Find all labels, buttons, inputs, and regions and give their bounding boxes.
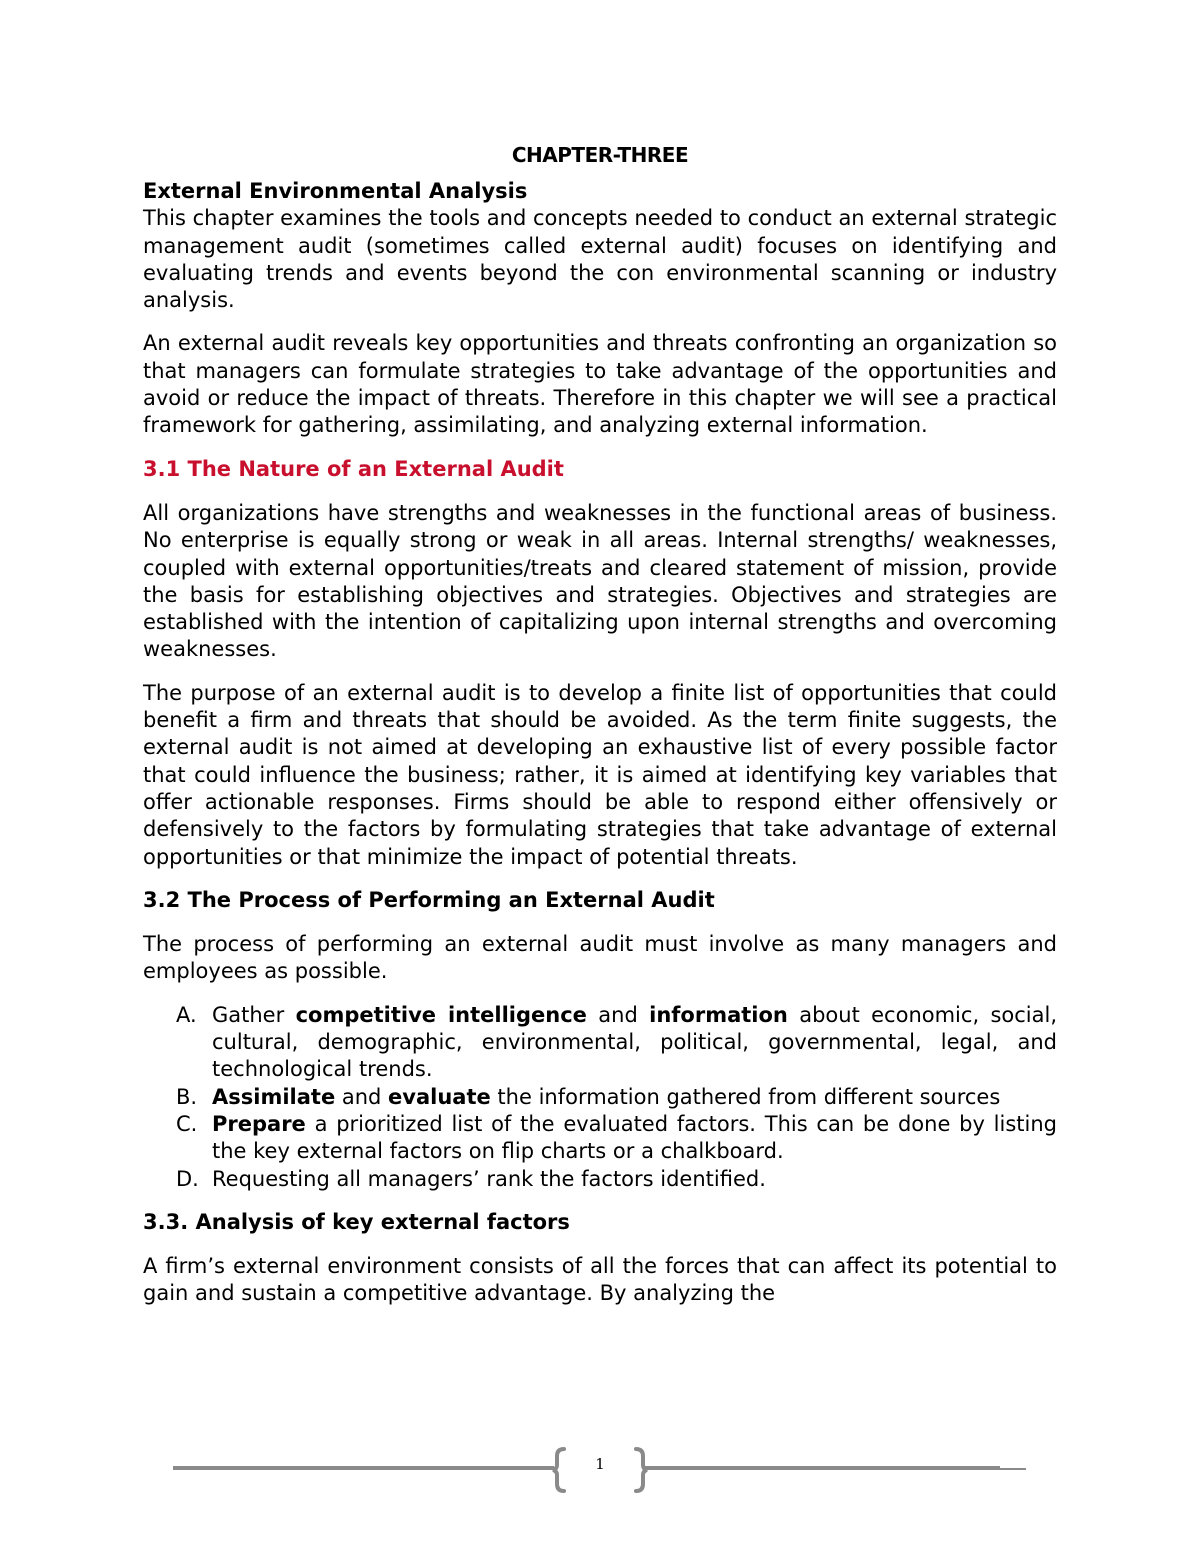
list-marker: C. — [176, 1111, 198, 1136]
list-text: Requesting all managers’ rank the factors identified. — [212, 1166, 766, 1191]
list-text: and — [335, 1084, 389, 1109]
section-3-2-paragraph-1: The process of performing an external audit must involve as many managers and employees as possible. — [143, 932, 1057, 984]
section-3-1-paragraph-1: All organizations have strengths and weaknesses in the functional areas of business. No enterprise is equally strong or weak in all areas. Internal strengths/ weaknesses, coupled with external opportunities/treats and cleared statement of mission, provide the basis for establishing objectives and strategies. Objectives and strategies are established with the intention of capitalizing upon internal strengths and overcoming weaknesses. — [143, 500, 1057, 662]
intro-paragraph-2: An external audit reveals key opportunities and threats confronting an organization so that managers can formulate strategies to take advantage of the opportunities and avoid or reduce the impact of threats. Therefore in this chapter we will see a practical framework for gathering, assimilating, and analyzing external information. — [143, 331, 1057, 438]
list-bold-text: information — [649, 1002, 788, 1027]
chapter-title: CHAPTER-THREE — [511, 143, 689, 167]
section-3-1-paragraph-2: The purpose of an external audit is to develop a finite list of opportunities that could benefit a firm and threats that should be avoided. As the term finite suggests, the external audit is not aimed at developing an exhaustive list of every possible factor that could influence the business; rather, it is aimed at identifying key variables that offer actionable responses. Firms should be able to respond either offensively or defensively to the factors by formulating strategies that take advantage of external opportunities or that minimize the impact of potential threats. — [143, 680, 1057, 869]
footer-rule-right-tail — [1000, 1468, 1026, 1470]
list-marker: D. — [176, 1166, 199, 1191]
list-item-b — [143, 1084, 1057, 1111]
heading-3-2: 3.2 The Process of Performing an External Audit — [143, 887, 715, 912]
right-brace-icon — [632, 1446, 652, 1494]
heading-3-1: 3.1 The Nature of an External Audit — [143, 456, 564, 481]
list-item-d — [143, 1166, 1057, 1193]
list-bold-text: evaluate — [388, 1084, 491, 1109]
list-text: about economic, social, cultural, demographic, environmental, political, governmental, legal, and technological trends. — [212, 1002, 1057, 1082]
list-item-c — [143, 1111, 1057, 1166]
list-marker: A. — [176, 1002, 197, 1027]
footer-rule-right — [645, 1466, 1000, 1470]
list-text: Gather — [212, 1002, 296, 1027]
list-text: and — [586, 1002, 650, 1027]
list-item-a — [143, 1002, 1057, 1084]
list-bold-text: Assimilate — [212, 1084, 336, 1109]
list-bold-text: Prepare — [212, 1111, 306, 1136]
list-bold-text: competitive intelligence — [295, 1002, 587, 1027]
list-marker: B. — [176, 1084, 198, 1109]
audit-steps-list — [143, 1002, 1057, 1193]
intro-paragraph-1: This chapter examines the tools and concepts needed to conduct an external strategic management audit (sometimes called external audit) focuses on identifying and evaluating trends and events beyond the con environmental scanning or industry analysis. — [143, 206, 1057, 313]
page-number: 1 — [595, 1455, 605, 1473]
heading-3-3: 3.3. Analysis of key external factors — [143, 1209, 570, 1234]
list-text: a prioritized list of the evaluated factors. This can be done by listing the key external factors on flip charts or a chalkboard. — [212, 1111, 1057, 1164]
section-title: External Environmental Analysis — [143, 179, 528, 203]
list-text: the information gathered from different sources — [490, 1084, 1001, 1109]
left-brace-icon — [548, 1446, 568, 1494]
document-page — [143, 140, 1057, 1308]
section-3-3-paragraph-1: A firm’s external environment consists of all the forces that can affect its potential to gain and sustain a competitive advantage. By analyzing the — [143, 1254, 1057, 1306]
footer-rule-left — [173, 1466, 554, 1470]
